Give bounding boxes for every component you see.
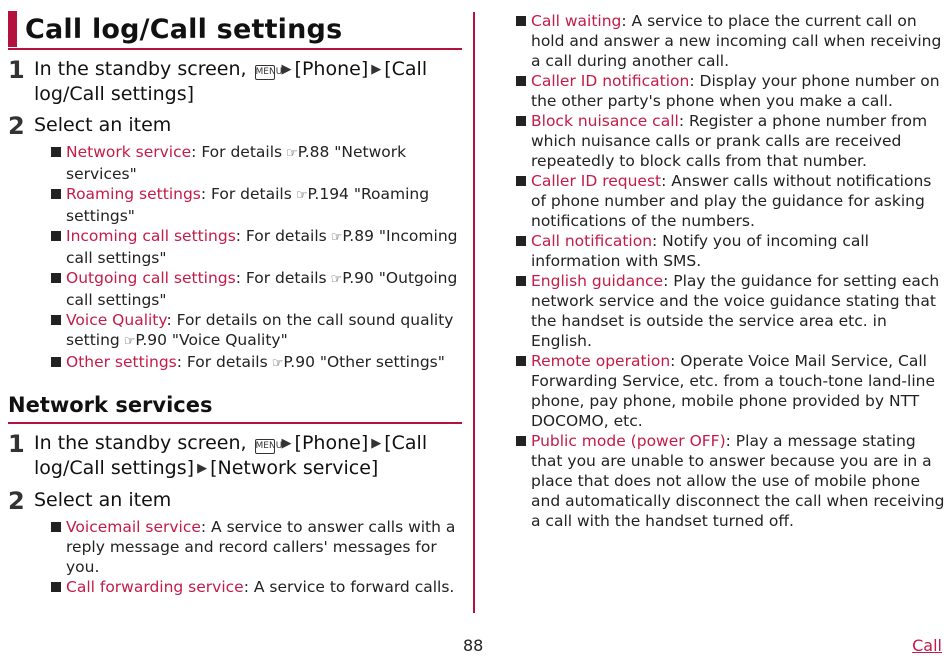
item-desc: : For details: [235, 269, 327, 287]
item-term: Call waiting: [531, 12, 622, 30]
step-number: 1: [8, 56, 25, 84]
step-number: 2: [8, 487, 25, 515]
call-log-step-2: [8, 113, 462, 139]
list-item: [515, 351, 947, 431]
item-ref: P.90 "Voice Quality": [135, 331, 288, 349]
step-text: [34, 431, 462, 481]
item-desc: : A service to place the current call on hold and answer a new incoming call when receiving a call during another call.: [531, 12, 942, 70]
page-reference-icon: ☞: [286, 146, 298, 161]
list-item: [50, 268, 462, 310]
item-ref: P.89 "Incoming call settings": [66, 227, 458, 267]
item-term: Network service: [66, 143, 192, 161]
item-desc: : Answer calls without notifications of phone number and play the guidance for asking notifications of the numbers.: [531, 172, 932, 230]
step-prefix: In the standby screen,: [34, 432, 247, 454]
item-desc: : Notify you of incoming call information with SMS.: [531, 232, 869, 270]
call-log-settings-label: [Call log/Call settings]: [34, 432, 428, 479]
item-desc: : For details: [200, 185, 292, 203]
network-service-label: [Network service]: [210, 457, 379, 479]
item-desc: : Play a message stating that you are unable to answer because you are in a place that does not allow the use of mobile phone and automatically disconnect the call when receiving a call with the handset turned off.: [531, 432, 945, 530]
list-item: [50, 226, 462, 268]
item-desc: : A service to answer calls with a reply message and record callers' messages for you.: [66, 518, 456, 576]
list-item: [515, 111, 947, 171]
page-reference-icon: ☞: [271, 356, 284, 371]
item-desc: : Play the guidance for setting each network service and the voice guidance stating that the handset is outside the service area etc. in English.: [531, 272, 940, 350]
item-desc: : For details on the call sound quality setting: [66, 311, 454, 349]
call-log-items-list: [50, 142, 462, 374]
list-item: [515, 71, 947, 111]
page-reference-icon: ☞: [330, 230, 343, 245]
item-desc: : A service to forward calls.: [243, 578, 455, 596]
call-log-settings-label: [Call log/Call settings]: [34, 58, 428, 105]
network-step-2: [8, 488, 462, 514]
triangle-right-icon: ▶: [281, 62, 292, 77]
phone-menu-label: [Phone]: [294, 432, 369, 454]
item-desc: : Display your phone number on the other party's phone when you make a call.: [531, 72, 940, 110]
page-reference-icon: ☞: [123, 334, 136, 349]
menu-key-icon: MENU: [255, 439, 275, 454]
item-ref: P.194 "Roaming settings": [66, 185, 430, 225]
list-item: [515, 171, 947, 231]
section-link[interactable]: Call: [912, 636, 942, 655]
list-item: [515, 231, 947, 271]
list-item: [50, 310, 462, 352]
triangle-right-icon: ▶: [197, 461, 208, 476]
network-step-1: [8, 431, 462, 481]
page-title-bar: [8, 10, 462, 50]
column-divider: [473, 12, 475, 613]
right-column: [515, 8, 947, 531]
list-item: [50, 142, 462, 184]
page-number: 88: [463, 636, 484, 655]
call-log-step-1: [8, 57, 462, 106]
title-accent-bar: [8, 11, 17, 47]
phone-menu-label: [Phone]: [294, 58, 369, 80]
item-term: Other settings: [66, 353, 177, 371]
item-ref: P.90 "Other settings": [283, 353, 445, 371]
left-column: [8, 10, 462, 597]
item-term: Public mode (power OFF): [531, 432, 726, 450]
item-term: Caller ID request: [531, 172, 662, 190]
item-term: Call notification: [531, 232, 653, 250]
item-desc: : Register a phone number from which nuisance calls or prank calls are received repeatedly to block calls from that number.: [531, 112, 928, 170]
network-items-list-right: [515, 11, 947, 531]
item-desc: : For details: [191, 143, 283, 161]
step-prefix: In the standby screen,: [34, 58, 247, 80]
triangle-right-icon: ▶: [371, 62, 382, 77]
item-term: Roaming settings: [66, 185, 201, 203]
step-text: [34, 57, 462, 106]
item-term: Incoming call settings: [66, 227, 236, 245]
list-item: [50, 577, 462, 597]
network-services-heading: Network services: [8, 390, 462, 424]
list-item: [515, 431, 947, 531]
item-term: Caller ID notification: [531, 72, 690, 90]
list-item: [515, 271, 947, 351]
item-term: Voicemail service: [66, 518, 201, 536]
menu-key-icon: MENU: [255, 65, 275, 80]
item-term: Outgoing call settings: [66, 269, 236, 287]
item-ref: P.88 "Network services": [66, 143, 407, 183]
step-number: 1: [8, 430, 25, 458]
item-desc: : For details: [235, 227, 327, 245]
network-items-list-left: [50, 517, 462, 597]
step-text: Select an item: [34, 489, 172, 511]
step-text: Select an item: [34, 114, 172, 136]
item-desc: : Operate Voice Mail Service, Call Forwarding Service, etc. from a touch-tone land-line phone, pay phone, mobile phone provided by NTT DOCOMO, etc.: [531, 352, 935, 430]
list-item: [50, 352, 462, 374]
page-title: Call log/Call settings: [25, 13, 343, 45]
item-term: Remote operation: [531, 352, 671, 370]
list-item: [50, 517, 462, 577]
item-term: English guidance: [531, 272, 664, 290]
list-item: [50, 184, 462, 226]
step-number: 2: [8, 112, 25, 140]
item-term: Call forwarding service: [66, 578, 244, 596]
item-ref: P.90 "Outgoing call settings": [66, 269, 458, 309]
list-item: [515, 11, 947, 71]
item-desc: : For details: [176, 353, 268, 371]
triangle-right-icon: ▶: [281, 436, 292, 451]
triangle-right-icon: ▶: [371, 436, 382, 451]
item-term: Block nuisance call: [531, 112, 679, 130]
item-term: Voice Quality: [66, 311, 167, 329]
page-reference-icon: ☞: [330, 272, 343, 287]
page-reference-icon: ☞: [295, 188, 308, 203]
